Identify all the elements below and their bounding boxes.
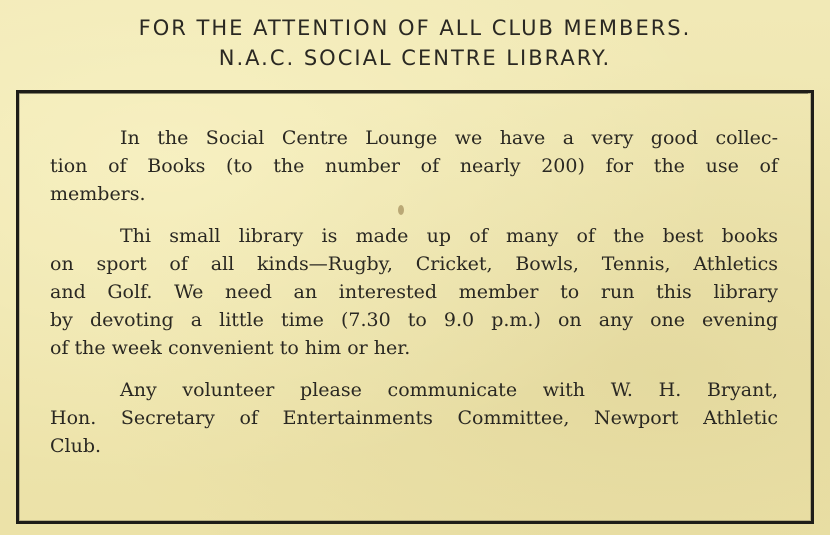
paragraph-library-volunteer-request: [50, 222, 778, 362]
notice-body: [50, 124, 778, 474]
paper-stain: [398, 205, 404, 215]
paragraph-line: In the Social Centre Lounge we have a very good collec-: [120, 127, 778, 149]
paragraph-line: Hon. Secretary of Entertainments Committee, Newport Athletic: [50, 407, 778, 429]
paragraph-line: Thi small library is made up of many of the best books: [120, 225, 778, 247]
paragraph-library-collection: [50, 124, 778, 208]
paragraph-line: and Golf. We need an interested member to run this library: [50, 281, 778, 303]
paragraph-line: members.: [50, 183, 146, 205]
paragraph-line: on sport of all kinds—Rugby, Cricket, Bowls, Tennis, Athletics: [50, 253, 778, 275]
paragraph-line: of the week convenient to him or her.: [50, 337, 411, 359]
paragraph-line: Club.: [50, 435, 102, 457]
notice-heading-line-1: FOR THE ATTENTION OF ALL CLUB MEMBERS.: [138, 16, 692, 40]
paragraph-contact: [50, 376, 778, 460]
notice-heading-line-2: N.A.C. SOCIAL CENTRE LIBRARY.: [218, 46, 612, 70]
paragraph-line: by devoting a little time (7.30 to 9.0 p.m.) on any one evening: [50, 309, 778, 331]
paragraph-line: tion of Books (to the number of nearly 200) for the use of: [50, 155, 778, 177]
paragraph-line: Any volunteer please communicate with W. H. Bryant,: [120, 379, 778, 401]
